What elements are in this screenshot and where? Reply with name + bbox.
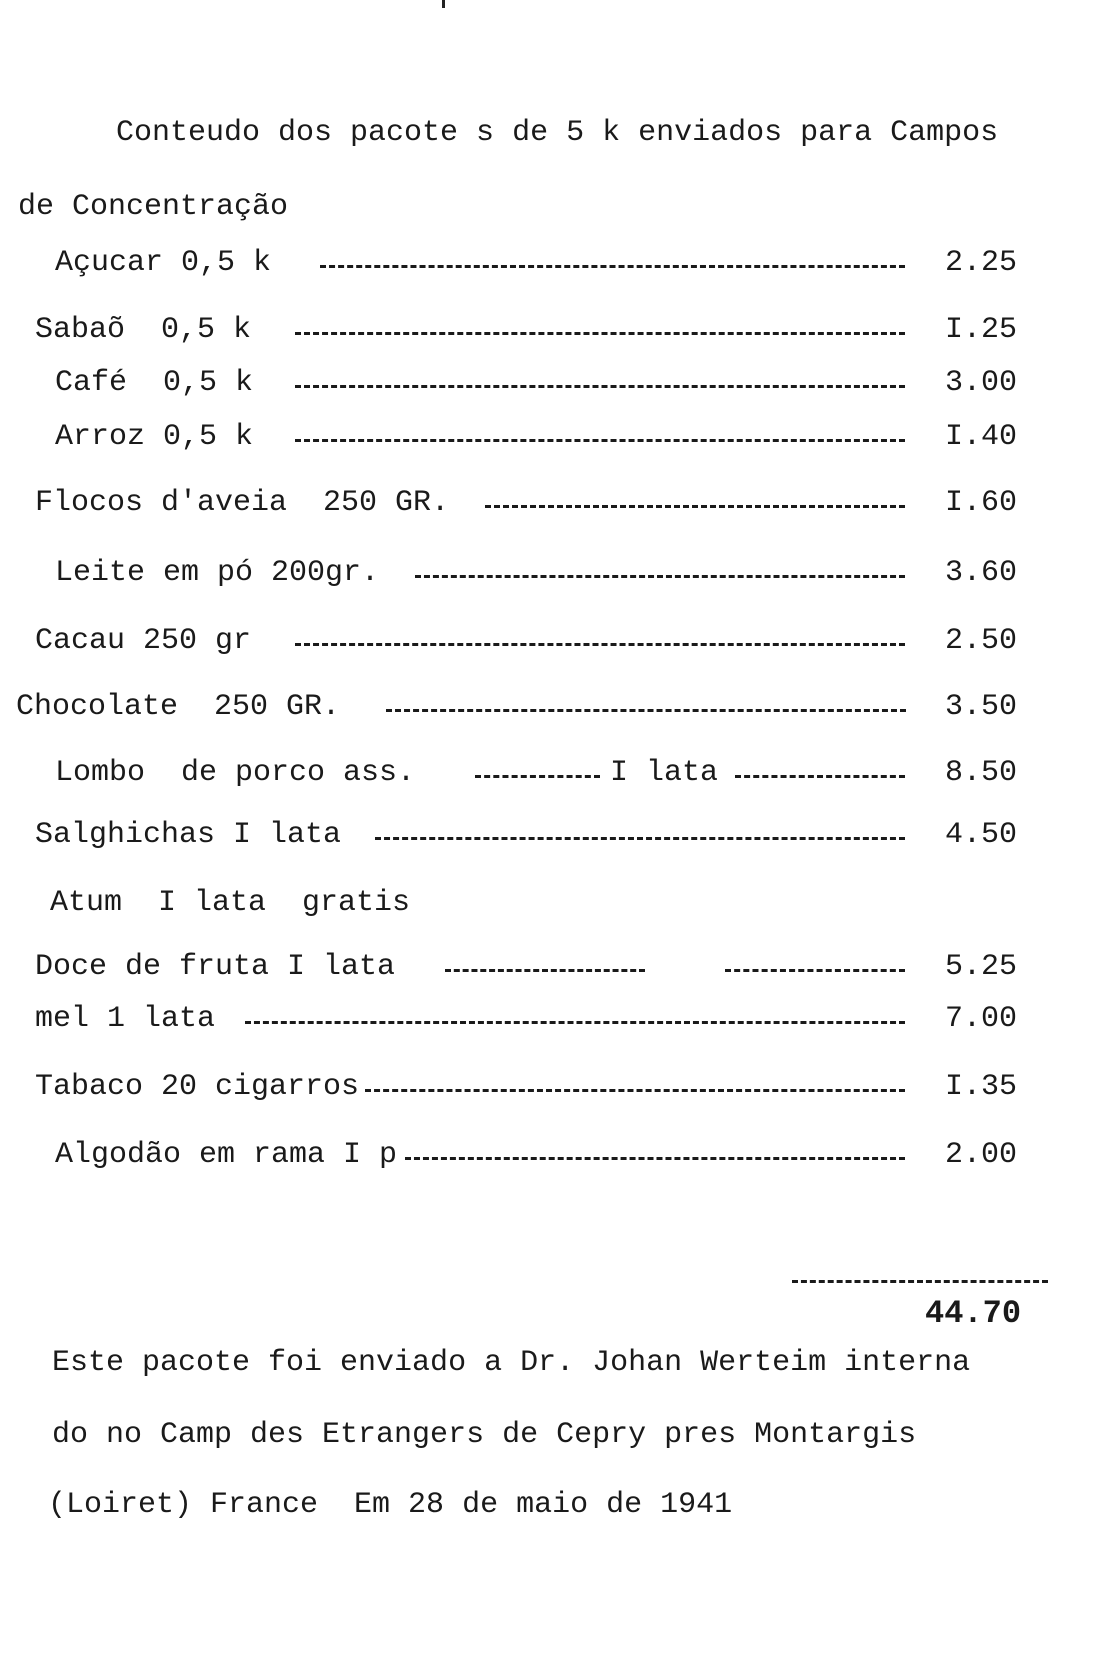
dash-leader <box>295 439 905 442</box>
dash-leader <box>295 332 905 335</box>
closing-line: do no Camp des Etrangers de Cepry pres Montargis <box>52 1418 917 1452</box>
dash-leader <box>725 969 905 972</box>
list-item <box>35 820 1055 860</box>
item-amount: I.25 <box>945 313 1018 347</box>
closing-line: Este pacote foi enviado a Dr. Johan Werteim interna <box>52 1346 971 1380</box>
list-item <box>35 626 1055 666</box>
dash-leader <box>386 709 906 712</box>
item-label: Leite em pó 200gr. <box>55 556 380 590</box>
list-item <box>35 1004 1055 1044</box>
item-unit: I lata <box>610 756 719 790</box>
item-label: Lombo de porco ass. <box>55 756 416 790</box>
list-item <box>55 422 1055 462</box>
item-label: Sabaõ 0,5 k <box>35 313 252 347</box>
document-title: Conteudo dos pacote s de 5 k enviados para Campos <box>116 116 999 150</box>
closing-line: (Loiret) France Em 28 de maio de 1941 <box>48 1488 733 1522</box>
item-amount: I.35 <box>945 1070 1018 1104</box>
dash-leader <box>485 505 905 508</box>
item-label: Atum I lata gratis <box>50 886 411 920</box>
list-item <box>35 488 1055 528</box>
list-item <box>16 692 1056 732</box>
dash-leader <box>375 837 905 840</box>
list-item <box>35 315 1055 355</box>
dash-leader <box>445 969 645 972</box>
item-label: Doce de fruta I lata <box>35 950 396 984</box>
item-label: Chocolate 250 GR. <box>16 690 341 724</box>
list-item <box>50 888 1050 928</box>
dash-leader <box>320 265 905 268</box>
item-amount: I.60 <box>945 486 1018 520</box>
item-label: mel 1 lata <box>35 1002 216 1036</box>
item-amount: 3.50 <box>945 690 1018 724</box>
document-subtitle: de Concentração <box>18 190 289 224</box>
list-item <box>55 1140 1055 1180</box>
item-label: Tabaco 20 cigarros <box>35 1070 360 1104</box>
item-label: Café 0,5 k <box>55 366 254 400</box>
list-item <box>35 952 1055 992</box>
item-label: Açucar 0,5 k <box>55 246 272 280</box>
dash-leader <box>245 1021 905 1024</box>
item-amount: 2.50 <box>945 624 1018 658</box>
item-amount: 3.00 <box>945 366 1018 400</box>
list-item <box>55 248 1055 288</box>
item-label: Arroz 0,5 k <box>55 420 254 454</box>
item-amount: I.40 <box>945 420 1018 454</box>
item-amount: 3.60 <box>945 556 1018 590</box>
item-label: Cacau 250 gr <box>35 624 252 658</box>
dash-leader <box>415 575 905 578</box>
list-item <box>55 368 1055 408</box>
list-item <box>55 758 1055 798</box>
item-label: Salghichas I lata <box>35 818 342 852</box>
dash-leader <box>365 1089 905 1092</box>
dash-leader <box>295 385 905 388</box>
total-amount: 44.70 <box>925 1295 1022 1332</box>
dash-leader <box>405 1157 905 1160</box>
dash-leader <box>475 775 600 778</box>
item-amount: 4.50 <box>945 818 1018 852</box>
sum-rule <box>792 1280 1048 1283</box>
list-item <box>55 558 1055 598</box>
ink-mark <box>442 0 445 8</box>
item-amount: 5.25 <box>945 950 1018 984</box>
dash-leader <box>735 775 905 778</box>
dash-leader <box>295 643 905 646</box>
item-amount: 7.00 <box>945 1002 1018 1036</box>
item-amount: 8.50 <box>945 756 1018 790</box>
item-label: Algodão em rama I p <box>55 1138 398 1172</box>
item-label: Flocos d'aveia 250 GR. <box>35 486 450 520</box>
item-amount: 2.25 <box>945 246 1018 280</box>
list-item <box>35 1072 1055 1112</box>
item-amount: 2.00 <box>945 1138 1018 1172</box>
